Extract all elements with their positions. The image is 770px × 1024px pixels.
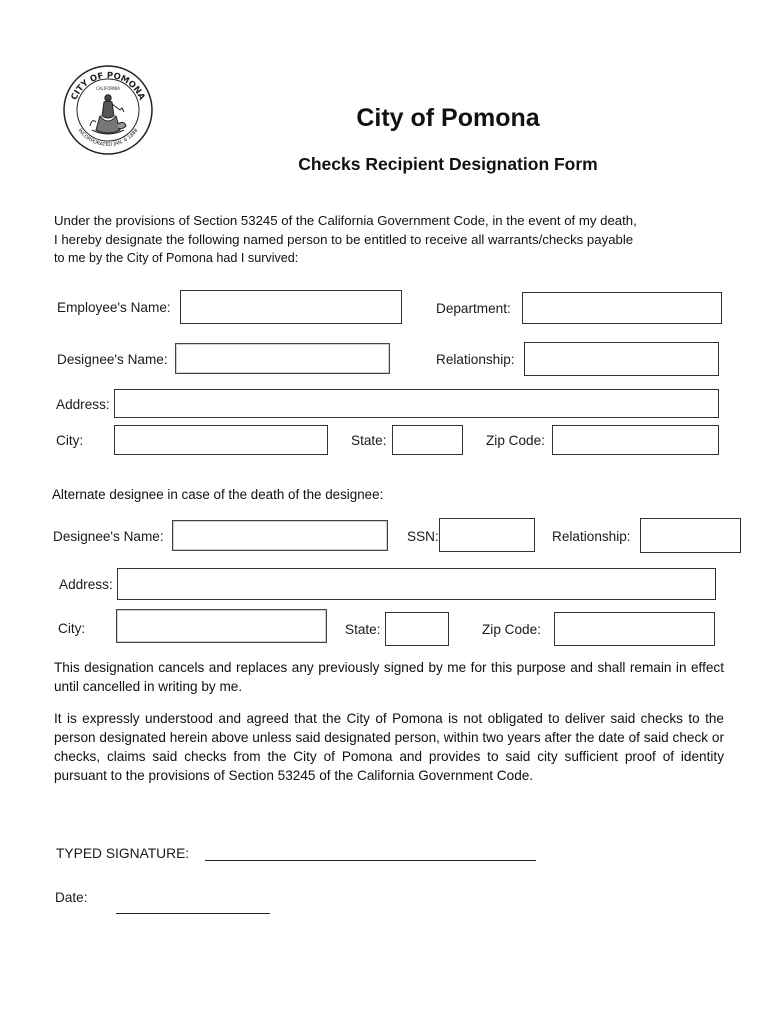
alt-zip-code-label: Zip Code: bbox=[482, 622, 541, 637]
typed-signature-line[interactable] bbox=[205, 860, 536, 861]
page-title: City of Pomona bbox=[356, 104, 540, 132]
department-label: Department: bbox=[436, 301, 511, 316]
alt-address-label: Address: bbox=[59, 577, 113, 592]
city-label: City: bbox=[56, 433, 84, 448]
designee-name-label: Designee's Name: bbox=[57, 352, 168, 367]
alt-city-field[interactable] bbox=[116, 609, 327, 643]
alt-relationship-label: Relationship: bbox=[552, 529, 631, 544]
ssn-label: SSN: bbox=[407, 529, 439, 544]
city-seal-logo bbox=[62, 64, 154, 156]
designee-name-field[interactable] bbox=[175, 343, 390, 374]
city-field[interactable] bbox=[114, 425, 328, 455]
intro-line-3: to me by the City of Pomona had I survived: bbox=[54, 251, 299, 266]
alt-zip-code-field[interactable] bbox=[554, 612, 715, 646]
alt-designee-name-field[interactable] bbox=[172, 520, 388, 551]
svg-text:CITY OF POMONA: CITY OF POMONA bbox=[69, 70, 147, 102]
department-field[interactable] bbox=[522, 292, 722, 324]
relationship-label: Relationship: bbox=[436, 352, 515, 367]
alt-address-field[interactable] bbox=[117, 568, 716, 600]
agreement-paragraph: It is expressly understood and agreed that the City of Pomona is not obligated to deliver said checks to the person designated herein above unless said designated person, within two years after the date of said check or checks, claims said checks from the City of Pomona and provides to said city sufficient proof of identity pursuant to the provisions of Section 53245 of the California Government Code. bbox=[54, 711, 724, 783]
date-label: Date: bbox=[55, 890, 88, 905]
intro-line-2: I hereby designate the following named person to be entitled to receive all warrants/checks payable bbox=[54, 231, 634, 247]
zip-code-field[interactable] bbox=[552, 425, 719, 455]
alt-relationship-field[interactable] bbox=[640, 518, 741, 553]
employee-name-label: Employee's Name: bbox=[57, 300, 171, 315]
form-subtitle: Checks Recipient Designation Form bbox=[298, 154, 598, 174]
date-line[interactable] bbox=[116, 913, 270, 914]
address-label: Address: bbox=[56, 397, 110, 412]
intro-line-1: Under the provisions of Section 53245 of the California Government Code, in the event of my death, bbox=[54, 213, 637, 228]
address-field[interactable] bbox=[114, 389, 719, 418]
alternate-heading: Alternate designee in case of the death of the designee: bbox=[52, 487, 384, 502]
alt-state-field[interactable] bbox=[385, 612, 449, 646]
employee-name-field[interactable] bbox=[180, 290, 402, 324]
alt-city-label: City: bbox=[58, 621, 86, 636]
state-label: State: bbox=[351, 433, 387, 448]
intro-paragraph bbox=[54, 212, 734, 268]
relationship-field[interactable] bbox=[524, 342, 719, 376]
state-field[interactable] bbox=[392, 425, 463, 455]
svg-text:CALIFORNIA: CALIFORNIA bbox=[95, 86, 121, 91]
cancellation-paragraph: This designation cancels and replaces any previously signed by me for this purpose and shall remain in effect until cancelled in writing by me. bbox=[54, 660, 724, 694]
ssn-field[interactable] bbox=[439, 518, 535, 552]
alt-designee-name-label: Designee's Name: bbox=[53, 529, 164, 544]
alt-state-label: State: bbox=[345, 622, 381, 637]
typed-signature-label: TYPED SIGNATURE: bbox=[56, 846, 190, 861]
svg-text:INCORPORATED JAN. 6 1888: INCORPORATED JAN. 6 1888 bbox=[76, 127, 140, 149]
zip-code-label: Zip Code: bbox=[486, 433, 545, 448]
